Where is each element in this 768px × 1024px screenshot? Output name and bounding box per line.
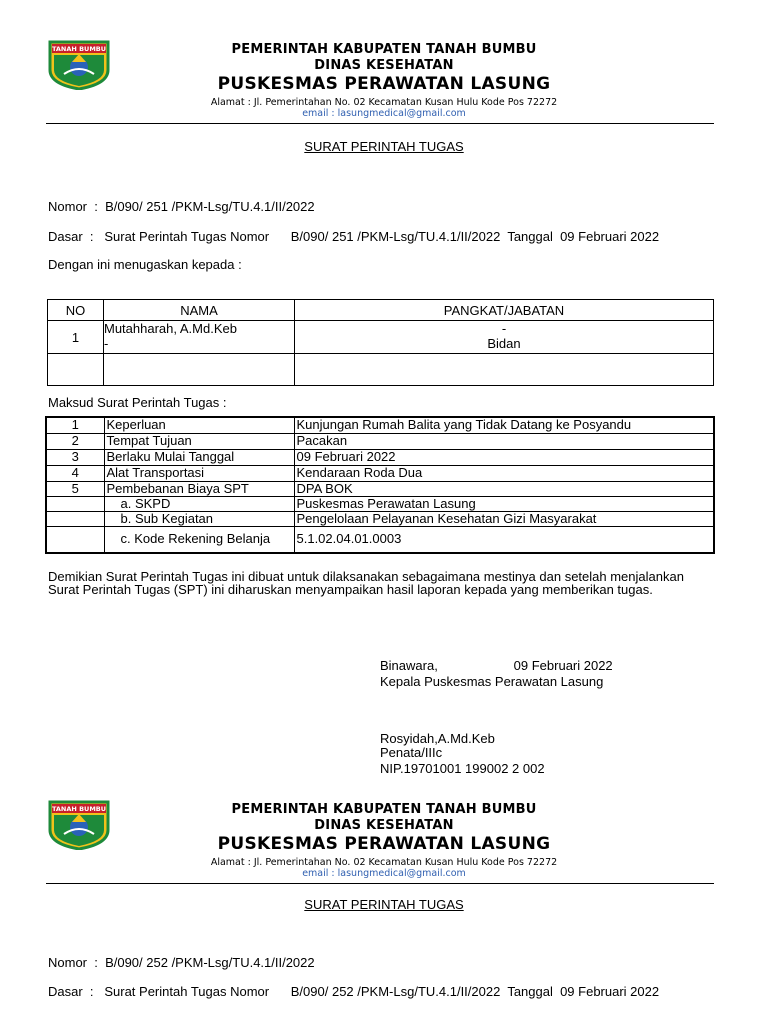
table-header-row bbox=[48, 300, 714, 321]
letterhead-department: DINAS KESEHATAN bbox=[314, 818, 454, 833]
dasar-line: Dasar : Surat Perintah Tugas Nomor B/090/ 251 /PKM-Lsg/TU.4.1/II/2022 Tanggal 09 Februari 2022 bbox=[48, 229, 660, 244]
maksud-label: Maksud Surat Perintah Tugas : bbox=[48, 395, 227, 410]
maksud-key: Alat Transportasi bbox=[104, 465, 294, 481]
letterhead-government: PEMERINTAH KABUPATEN TANAH BUMBU bbox=[231, 802, 537, 817]
letterhead-address: Alamat : Jl. Pemerintahan No. 02 Kecamatan Kusan Hulu Kode Pos 72272 bbox=[210, 97, 558, 108]
maksud-key: Pembebanan Biaya SPT bbox=[104, 481, 294, 496]
maksud-value: Puskesmas Perawatan Lasung bbox=[294, 496, 714, 511]
maksud-key: Tempat Tujuan bbox=[104, 433, 294, 449]
table-row bbox=[48, 321, 714, 354]
nomor-line-2: Nomor : B/090/ 252 /PKM-Lsg/TU.4.1/II/2022 bbox=[48, 955, 315, 970]
closing-paragraph: Demikian Surat Perintah Tugas ini dibuat untuk dilaksanakan sebagaimana mestinya dan setelah menjalankan Surat Perintah Tugas (SPT) ini diharuskan menyampaikan hasil laporan kepada yang memberikan tugas. bbox=[48, 569, 684, 597]
signature-place-date: Binawara, 09 Februari 2022 bbox=[380, 658, 613, 673]
table-row bbox=[46, 511, 714, 526]
maksud-key: Berlaku Mulai Tanggal bbox=[104, 449, 294, 465]
signature-rank: Penata/IIIc bbox=[380, 745, 443, 760]
maksud-value: 09 Februari 2022 bbox=[294, 449, 714, 465]
row-nama-cell bbox=[104, 321, 295, 354]
maksud-value: Kendaraan Roda Dua bbox=[294, 465, 714, 481]
row-no: 1 bbox=[48, 321, 104, 354]
table-row bbox=[46, 449, 714, 465]
table-row bbox=[46, 433, 714, 449]
maksud-no: 1 bbox=[46, 417, 104, 433]
row-nama-extra: - bbox=[104, 336, 109, 351]
table-row bbox=[46, 481, 714, 496]
row-pangkat-cell bbox=[295, 321, 714, 354]
letterhead-institution: PUSKESMAS PERAWATAN LASUNG bbox=[217, 834, 551, 854]
maksud-key: c. Kode Rekening Belanja bbox=[104, 526, 294, 553]
maksud-no bbox=[46, 526, 104, 553]
maksud-value: Pengelolaan Pelayanan Kesehatan Gizi Masyarakat bbox=[294, 511, 714, 526]
maksud-key: Keperluan bbox=[104, 417, 294, 433]
maksud-no: 2 bbox=[46, 433, 104, 449]
maksud-table bbox=[45, 416, 715, 554]
letterhead-address: Alamat : Jl. Pemerintahan No. 02 Kecamatan Kusan Hulu Kode Pos 72272 bbox=[210, 857, 558, 868]
maksud-key: b. Sub Kegiatan bbox=[104, 511, 294, 526]
signature-name: Rosyidah,A.Md.Keb bbox=[380, 731, 495, 746]
maksud-no bbox=[46, 496, 104, 511]
svg-text:TANAH BUMBU: TANAH BUMBU bbox=[51, 805, 107, 813]
table-row bbox=[46, 496, 714, 511]
signature-role: Kepala Puskesmas Perawatan Lasung bbox=[380, 674, 604, 689]
row-jabatan: Bidan bbox=[487, 336, 521, 351]
maksud-no: 3 bbox=[46, 449, 104, 465]
dasar-line-2: Dasar : Surat Perintah Tugas Nomor B/090/ 252 /PKM-Lsg/TU.4.1/II/2022 Tanggal 09 Februari 2022 bbox=[48, 984, 660, 999]
header-nama: NAMA bbox=[104, 300, 295, 321]
table-row bbox=[46, 526, 714, 553]
maksud-key: a. SKPD bbox=[104, 496, 294, 511]
row-pangkat: - bbox=[501, 321, 507, 336]
intro-line: Dengan ini menugaskan kepada : bbox=[48, 257, 242, 272]
letterhead-divider bbox=[46, 883, 714, 884]
document-title-2: SURAT PERINTAH TUGAS bbox=[304, 897, 464, 912]
document-title: SURAT PERINTAH TUGAS bbox=[304, 139, 464, 154]
maksud-value: DPA BOK bbox=[294, 481, 714, 496]
maksud-value: Kunjungan Rumah Balita yang Tidak Datang ke Posyandu bbox=[294, 417, 714, 433]
nomor-line: Nomor : B/090/ 251 /PKM-Lsg/TU.4.1/II/2022 bbox=[48, 199, 315, 214]
table-row bbox=[46, 465, 714, 481]
letterhead-department: DINAS KESEHATAN bbox=[314, 58, 454, 73]
header-pangkat: PANGKAT/JABATAN bbox=[295, 300, 714, 321]
table-row bbox=[46, 417, 714, 433]
letterhead-institution: PUSKESMAS PERAWATAN LASUNG bbox=[217, 74, 551, 94]
svg-text:TANAH BUMBU: TANAH BUMBU bbox=[51, 45, 107, 53]
maksud-value: Pacakan bbox=[294, 433, 714, 449]
maksud-no: 5 bbox=[46, 481, 104, 496]
maksud-value: 5.1.02.04.01.0003 bbox=[294, 526, 714, 553]
header-no: NO bbox=[48, 300, 104, 321]
maksud-no: 4 bbox=[46, 465, 104, 481]
letterhead-divider bbox=[46, 123, 714, 124]
letterhead-government: PEMERINTAH KABUPATEN TANAH BUMBU bbox=[231, 42, 537, 57]
staff-table bbox=[47, 299, 714, 386]
letterhead-email[interactable]: email : lasungmedical@gmail.com bbox=[302, 108, 466, 119]
maksud-no bbox=[46, 511, 104, 526]
signature-nip: NIP.19701001 199002 2 002 bbox=[380, 761, 545, 776]
letterhead-email[interactable]: email : lasungmedical@gmail.com bbox=[302, 868, 466, 879]
table-row-empty bbox=[48, 354, 714, 386]
row-nama: Mutahharah, A.Md.Keb bbox=[104, 321, 237, 336]
